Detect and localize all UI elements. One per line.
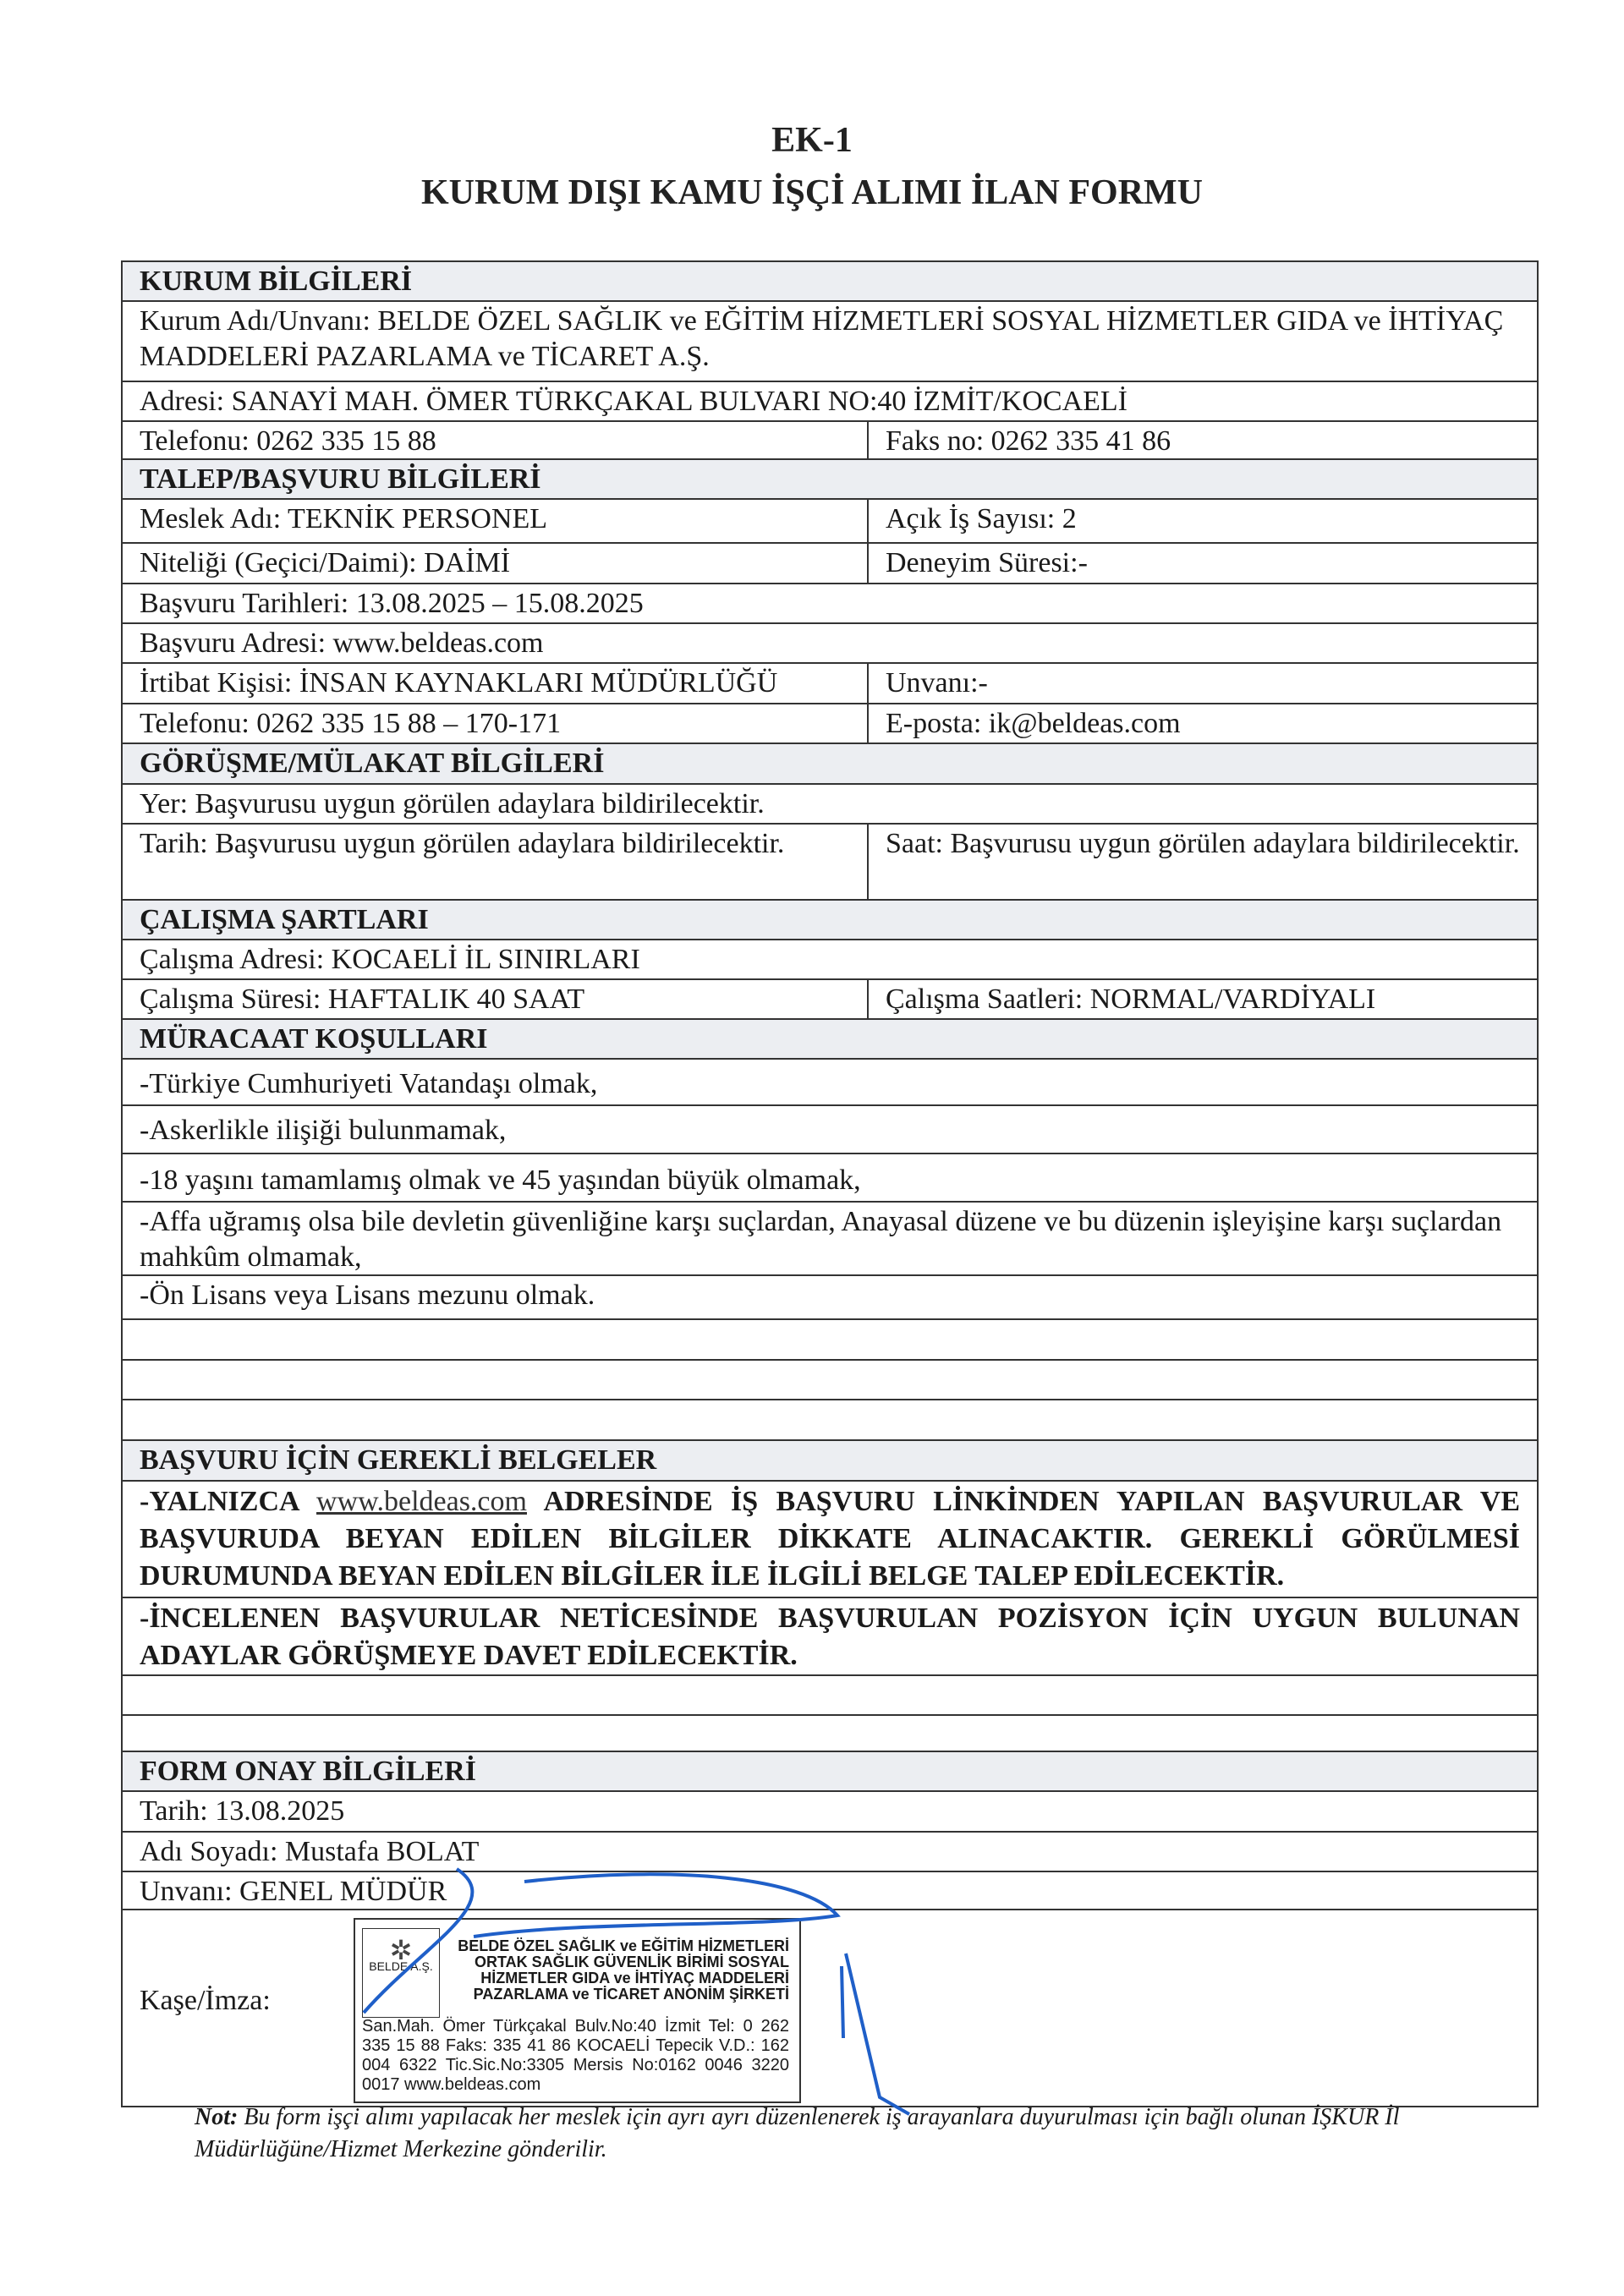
- footer-note: [195, 2101, 1463, 2166]
- empty-row: [123, 1361, 1537, 1400]
- form-title: KURUM DIŞI KAMU İŞÇİ ALIMI İLAN FORMU: [420, 173, 1204, 212]
- announcement-form-table: [121, 260, 1539, 2107]
- section-header-muracaat: MÜRACAAT KOŞULLARI: [123, 1020, 1537, 1058]
- company-stamp: [354, 1918, 801, 2103]
- nitelik: Niteliği (Geçici/Daimi): DAİMİ: [123, 544, 869, 583]
- kase-imza-label: Kaşe/İmza:: [140, 1985, 271, 2016]
- irtibat-unvan: Unvanı:-: [886, 667, 988, 699]
- empty-row: [123, 1676, 1537, 1716]
- company-logo: [362, 1928, 440, 2018]
- stamp-company-name: BELDE ÖZEL SAĞLIK ve EĞİTİM HİZMETLERİ ORTAK SAĞLIK GÜVENLİK BİRİMİ SOSYAL HİZMETLER GIDA ve İHTİYAÇ MADDELERİ PAZARLAMA ve TİCARET ANONİM ŞİRKETİ: [458, 1937, 789, 2003]
- calisma-suresi: Çalışma Süresi: HAFTALIK 40 SAAT: [123, 980, 869, 1018]
- section-header-belgeler: BAŞVURU İÇİN GEREKLİ BELGELER: [123, 1441, 1537, 1480]
- calisma-saatleri: Çalışma Saatleri: NORMAL/VARDİYALI: [886, 984, 1376, 1015]
- deneyim: Deneyim Süresi:-: [886, 547, 1088, 578]
- meslek: Meslek Adı: TEKNİK PERSONEL: [123, 500, 869, 542]
- logo-mark-icon: ✲: [389, 1935, 413, 1965]
- note-label: Not:: [195, 2104, 239, 2130]
- kurum-address: Adresi: SANAYİ MAH. ÖMER TÜRKÇAKAL BULVARI NO:40 İZMİT/KOCAELİ: [140, 386, 1127, 417]
- basvuru-tarihleri: Başvuru Tarihleri: 13.08.2025 – 15.08.2025: [140, 588, 644, 619]
- kurum-fax: Faks no: 0262 335 41 86: [886, 425, 1171, 457]
- basvuru-adresi: Başvuru Adresi: www.beldeas.com: [140, 627, 544, 659]
- section-header-talep: TALEP/BAŞVURU BİLGİLERİ: [123, 460, 1537, 498]
- kurum-name: Kurum Adı/Unvanı: BELDE ÖZEL SAĞLIK ve EĞİTİM HİZMETLERİ SOSYAL HİZMETLER GIDA ve İHTİYAÇ MADDELERİ PAZARLAMA ve TİCARET A.Ş.: [140, 305, 1504, 372]
- stamp-address: San.Mah. Ömer Türkçakal Bulv.No:40 İzmit Tel: 0 262 335 15 88 Faks: 335 41 86 KOCAELİ Tepecik V.D.: 162 004 6322 Tic.Sic.No:3305 Mersis No:0162 0046 3220 0017 www.beldeas.com: [362, 2017, 789, 2094]
- gorusme-yer: Yer: Başvurusu uygun görülen adaylara bildirilecektir.: [140, 788, 765, 819]
- muracaat-item: -Türkiye Cumhuriyeti Vatandaşı olmak,: [140, 1068, 598, 1099]
- logo-text: BELDE A.Ş.: [369, 1959, 433, 1973]
- muracaat-item: -Ön Lisans veya Lisans mezunu olmak.: [140, 1280, 595, 1311]
- section-header-calisma: ÇALIŞMA ŞARTLARI: [123, 901, 1537, 939]
- muracaat-item: -18 yaşını tamamlamış olmak ve 45 yaşından büyük olmamak,: [140, 1164, 861, 1196]
- onay-tarih: Tarih: 13.08.2025: [140, 1795, 345, 1827]
- muracaat-item: -Askerlikle ilişiği bulunmamak,: [140, 1115, 507, 1146]
- website-link[interactable]: www.beldeas.com: [316, 1486, 527, 1517]
- calisma-adresi: Çalışma Adresi: KOCAELİ İL SINIRLARI: [140, 944, 640, 975]
- annex-label: EK-1: [771, 121, 853, 160]
- empty-row: [123, 1400, 1537, 1441]
- irtibat-eposta: E-posta: ik@beldeas.com: [886, 708, 1181, 739]
- note-text: Bu form işçi alımı yapılacak her meslek için ayrı ayrı düzenlenerek iş arayanlara duyurulması için bağlı olunan İŞKUR İl Müdürlüğüne/Hizmet Merkezine gönderilir.: [195, 2104, 1400, 2162]
- section-header-kurum: KURUM BİLGİLERİ: [123, 262, 1537, 300]
- muracaat-item: -Affa uğramış olsa bile devletin güvenliğine karşı suçlardan, Anayasal düzene ve bu düzenin işleyişine karşı suçlardan mahkûm olmamak,: [140, 1206, 1502, 1273]
- empty-row: [123, 1716, 1537, 1752]
- gorusme-tarih: Tarih: Başvurusu uygun görülen adaylara bildirilecektir.: [123, 825, 869, 899]
- irtibat-kisisi: İrtibat Kişisi: İNSAN KAYNAKLARI MÜDÜRLÜĞÜ: [123, 664, 869, 703]
- section-header-gorusme: GÖRÜŞME/MÜLAKAT BİLGİLERİ: [123, 744, 1537, 783]
- acik-is-sayisi: Açık İş Sayısı: 2: [886, 503, 1077, 534]
- gorusme-saat: Saat: Başvurusu uygun görülen adaylara bildirilecektir.: [886, 828, 1520, 859]
- belge-item-1: [123, 1482, 1537, 1597]
- empty-row: [123, 1320, 1537, 1361]
- onay-ad-soyad: Adı Soyadı: Mustafa BOLAT: [140, 1836, 480, 1867]
- belge-item-2: -İNCELENEN BAŞVURULAR NETİCESİNDE BAŞVURULAN POZİSYON İÇİN UYGUN BULUNAN ADAYLAR GÖRÜŞMEYE DAVET EDİLECEKTİR.: [140, 1603, 1520, 1671]
- irtibat-telefon: Telefonu: 0262 335 15 88 – 170-171: [123, 704, 869, 743]
- onay-unvan: Unvanı: GENEL MÜDÜR: [140, 1876, 447, 1907]
- kurum-phone: Telefonu: 0262 335 15 88: [123, 422, 869, 458]
- belge-item-1-prefix: -YALNIZCA: [140, 1486, 299, 1517]
- belge-item-1-text: ADRESİNDE İŞ BAŞVURU LİNKİNDEN YAPILAN BAŞVURULAR VE BAŞVURUDA BEYAN EDİLEN BİLGİLER DİKKATE ALINACAKTIR. GEREKLİ GÖRÜLMESİ DURUMUNDA BEYAN EDİLEN BİLGİLER İLE İLGİLİ BELGE TALEP EDİLECEKTİR.: [140, 1486, 1520, 1592]
- section-header-onay: FORM ONAY BİLGİLERİ: [123, 1752, 1537, 1790]
